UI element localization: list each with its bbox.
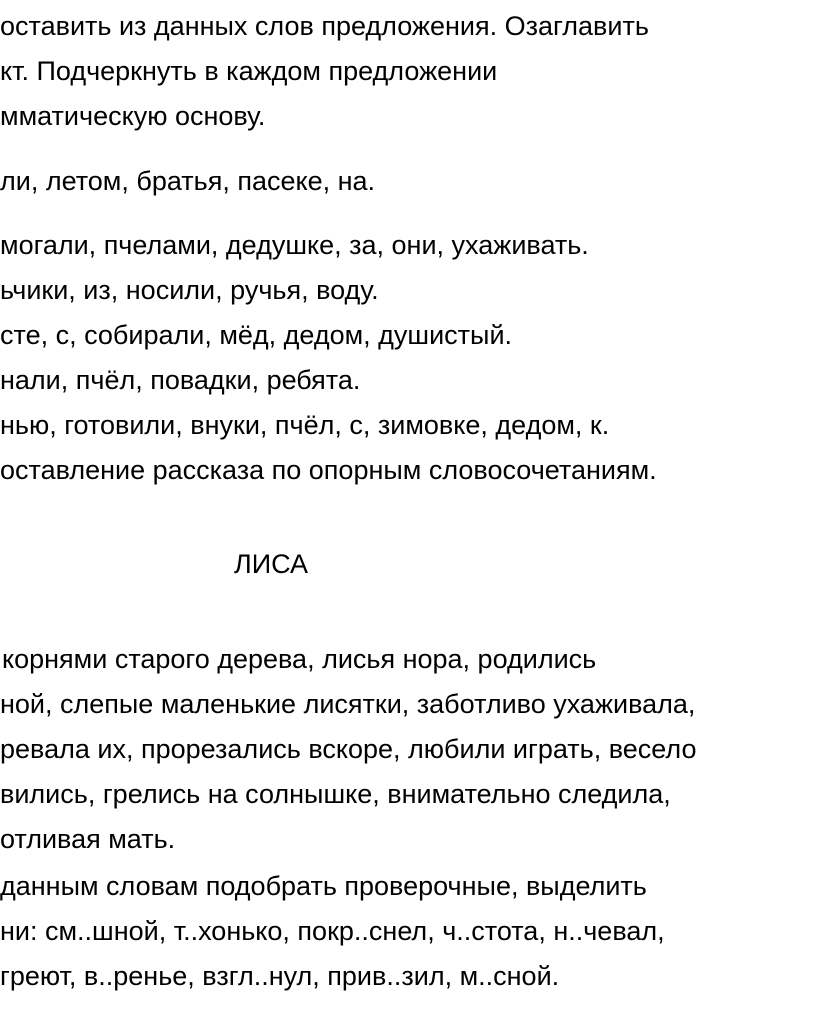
story-line: ной, слепые маленькие лисятки, заботливо ухаживала, [0,689,696,719]
story-line: корнями старого дерева, лисья нора, родились [2,644,597,674]
task-intro-line: оставить из данных слов предложения. Озаглавить [0,11,649,41]
spelling-task-line: данным словам подобрать проверочные, выделить [0,871,647,901]
task-intro-line: мматическую основу. [0,101,266,131]
sentence-line: сте, с, собирали, мёд, дедом, душистый. [0,320,513,350]
sentence-line: ьчики, из, носили, ручья, воду. [0,275,379,305]
story-line: ревала их, прорезались вскоре, любили играть, весело [0,734,697,764]
sentence-line: ли, летом, братья, пасеке, на. [0,166,376,196]
sentence-line: нью, готовили, внуки, пчёл, с, зимовке, дедом, к. [0,410,610,440]
story-title: ЛИСА [234,549,309,579]
task-intro-line: кт. Подчеркнуть в каждом предложении [0,56,498,86]
sentence-line: могали, пчелами, дедушке, за, они, ухаживать. [0,230,589,260]
spelling-task-line: ни: см..шной, т..хонько, покр..снел, ч..стота, н..чевал, [0,916,665,946]
sentence-line: нали, пчёл, повадки, ребята. [0,365,361,395]
story-line: вились, грелись на солнышке, внимательно следила, [0,779,671,809]
spelling-task-line: греют, в..ренье, взгл..нул, прив..зил, м..сной. [0,961,560,991]
story-task-line: оставление рассказа по опорным словосочетаниям. [0,455,657,485]
story-line: отливая мать. [0,824,176,854]
